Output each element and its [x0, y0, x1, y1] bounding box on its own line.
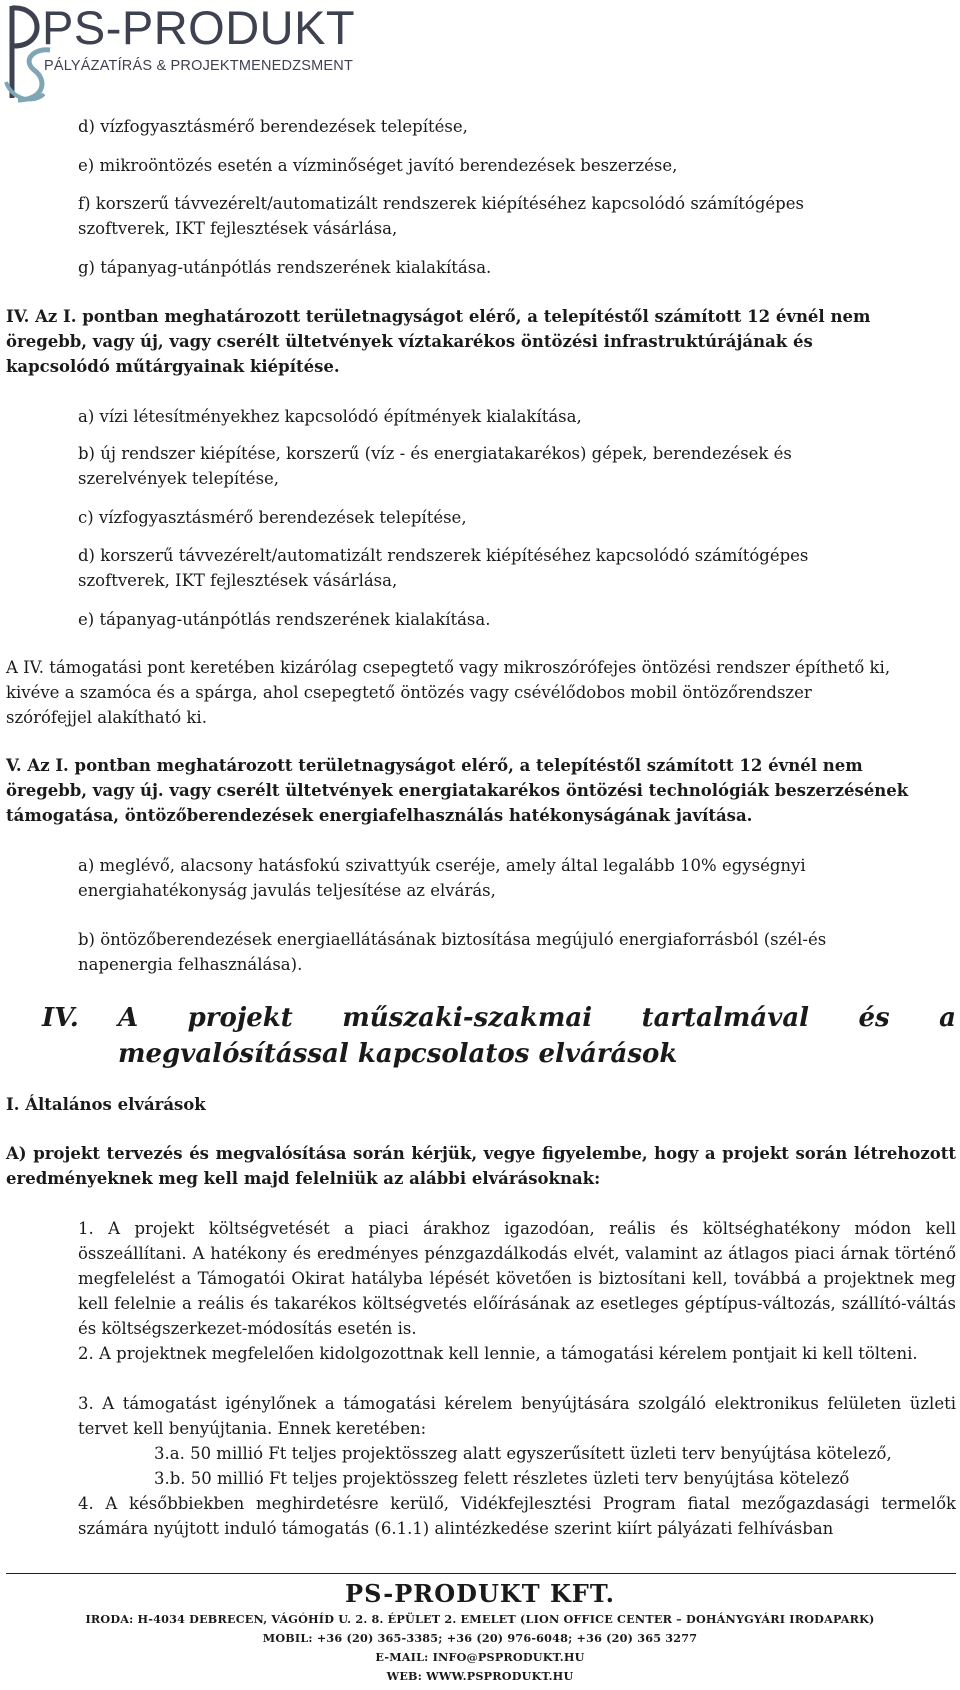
- section-title: öregebb, vagy új. vagy cserélt ültetvények energiatakarékos öntözési technológiák beszerzésének: [6, 781, 909, 800]
- list-item: a) meglévő, alacsony hatásfokú szivattyúk cseréje, amely által legalább 10% egységnyi: [78, 856, 806, 875]
- section-title: kapcsolódó műtárgyainak kiépítése.: [6, 357, 340, 376]
- sub-item: 3.a. 50 millió Ft teljes projektösszeg alatt egyszerűsített üzleti terv benyújtása kötelező,: [154, 1444, 892, 1463]
- list-item-continuation: szoftverek, IKT fejlesztések vásárlása,: [78, 571, 398, 590]
- numbered-item: 3. A támogatást igénylőnek a támogatási kérelem benyújtására szolgáló elektronikus felületen üzleti tervet kell benyújtania. Ennek keretében:: [78, 1394, 956, 1438]
- list-item: d) korszerű távvezérelt/automatizált rendszerek kiépítéséhez kapcsolódó számítógépes: [78, 546, 809, 565]
- intro-paragraph: A) projekt tervezés és megvalósítása során kérjük, vegye figyelembe, hogy a projekt során létrehozott eredményeknek meg kell majd felelniük az alábbi elvárásoknak:: [6, 1144, 956, 1188]
- footer-email: E-MAIL: INFO@PSPRODUKT.HU: [375, 1650, 585, 1664]
- chapter-title: A projekt műszaki-szakmai tartalmával és a megvalósítással kapcsolatos elvárások: [118, 1003, 956, 1069]
- numbered-item: 1. A projekt költségvetését a piaci árakhoz igazodóan, reális és költséghatékony módon kell összeállítani. A hatékony és eredményes pénzgazdálkodás elvét, valamint az átlagos piaci árnak történő megfelelést a Támogatói Okirat hatályba lépését követően is biztosítani kell, továbbá a projektnek meg kell felelnie a reális és takarékos költségvetés előírásának az esetleges géptípus-változás, szállító-váltás és költségszerkezet-módosítás esetén is.: [78, 1219, 956, 1338]
- numbered-item: 2. A projektnek megfelelően kidolgozottnak kell lennie, a támogatási kérelem pontjait ki kell tölteni.: [78, 1344, 918, 1363]
- section-title: támogatása, öntözőberendezések energiafelhasználás hatékonyságának javítása.: [6, 806, 753, 825]
- paragraph-line: szórófejjel alakítható ki.: [6, 708, 207, 727]
- footer-phone: MOBIL: +36 (20) 365-3385; +36 (20) 976-6048; +36 (20) 365 3277: [262, 1631, 698, 1645]
- logo-tagline: PÁLYÁZATÍRÁS & PROJEKTMENEDZSMENT: [44, 58, 353, 74]
- list-item: f) korszerű távvezérelt/automatizált rendszerek kiépítéséhez kapcsolódó számítógépes: [78, 194, 804, 213]
- list-item-continuation: szerelvények telepítése,: [78, 469, 280, 488]
- section-title: öregebb, vagy új, vagy cserélt ültetvények víztakarékos öntözési infrastruktúrájának és: [6, 332, 813, 351]
- list-item-continuation: napenergia felhasználása).: [78, 955, 303, 974]
- footer-company: PS-PRODUKT KFT.: [345, 1579, 615, 1608]
- list-item: b) öntözőberendezések energiaellátásának biztosítása megújuló energiaforrásból (szél-és: [78, 930, 827, 949]
- list-item: g) tápanyag-utánpótlás rendszerének kialakítása.: [78, 258, 492, 277]
- logo-name: PS-PRODUKT: [42, 1, 356, 54]
- list-item-continuation: szoftverek, IKT fejlesztések vásárlása,: [78, 219, 398, 238]
- numbered-item: 4. A későbbiekben meghirdetésre kerülő, Vidékfejlesztési Program fiatal mezőgazdasági termelők számára nyújtott induló támogatás (6.1.1) alintézkedése szerint kiírt pályázati felhívásban: [78, 1494, 956, 1538]
- subsection-heading: I. Általános elvárások: [6, 1095, 206, 1114]
- list-item-continuation: energiahatékonyság javulás teljesítése az elvárás,: [78, 881, 496, 900]
- chapter-number: IV.: [42, 1003, 79, 1033]
- list-item: d) vízfogyasztásmérő berendezések telepítése,: [78, 117, 468, 136]
- list-item: c) vízfogyasztásmérő berendezések telepítése,: [78, 508, 467, 527]
- section-title: V. Az I. pontban meghatározott területnagyságot elérő, a telepítéstől számított 12 évnél nem: [6, 756, 863, 775]
- company-logo: [4, 1, 356, 104]
- paragraph-line: kivéve a szamóca és a spárga, ahol csepegtető öntözés vagy csévélődobos mobil öntözőrendszer: [6, 683, 812, 702]
- list-item: a) vízi létesítményekhez kapcsolódó építmények kialakítása,: [78, 407, 582, 426]
- footer-address: IRODA: H-4034 DEBRECEN, VÁGÓHÍD U. 2. 8. ÉPÜLET 2. EMELET (LION OFFICE CENTER – DOHÁNYGYÁRI IRODAPARK): [85, 1612, 875, 1626]
- footer-divider: [6, 1573, 956, 1574]
- list-item: e) mikroöntözés esetén a vízminőséget javító berendezések beszerzése,: [78, 156, 678, 175]
- sub-item: 3.b. 50 millió Ft teljes projektösszeg felett részletes üzleti terv benyújtása kötelező: [154, 1469, 850, 1488]
- list-item: e) tápanyag-utánpótlás rendszerének kialakítása.: [78, 610, 491, 629]
- section-title: IV. Az I. pontban meghatározott területnagyságot elérő, a telepítéstől számított 12 évnél nem: [6, 307, 871, 326]
- list-item: b) új rendszer kiépítése, korszerű (víz - és energiatakarékos) gépek, berendezések és: [78, 444, 792, 463]
- paragraph-line: A IV. támogatási pont keretében kizárólag csepegtető vagy mikroszórófejes öntözési rendszer építhető ki,: [6, 658, 891, 677]
- footer-web: WEB: WWW.PSPRODUKT.HU: [386, 1669, 574, 1683]
